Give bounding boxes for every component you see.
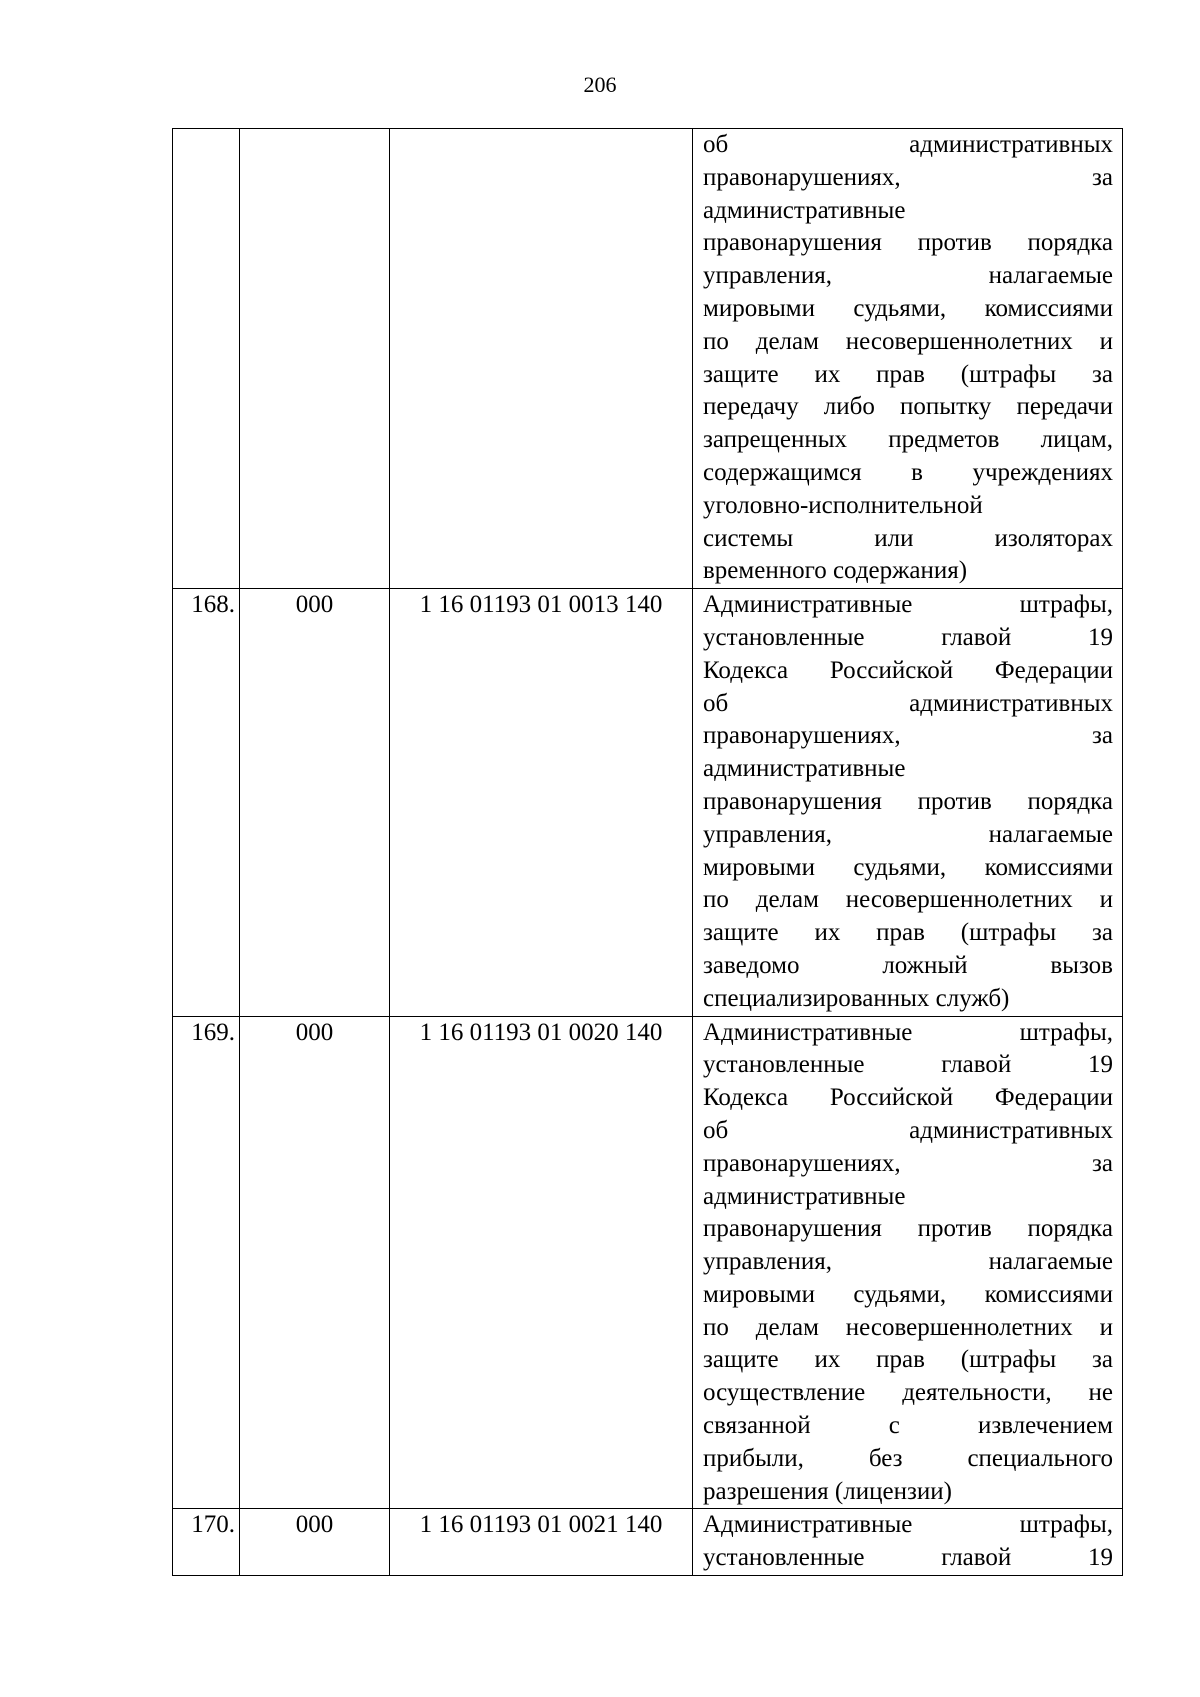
description-line: об административных — [703, 131, 1113, 158]
description-line: прибыли, без специального — [703, 1444, 1113, 1472]
description-line: разрешения (лицензии) — [703, 1477, 952, 1505]
description-line: Кодекса Российской Федерации — [703, 1084, 1113, 1112]
description-line: защите их прав (штрафы за — [703, 919, 1113, 947]
description-cell — [693, 1509, 1123, 1576]
description-line: связанной с извлечением — [703, 1412, 1113, 1440]
admin-code-cell: 000 — [240, 589, 390, 1016]
description-line: уголовно-исполнительной — [703, 491, 983, 519]
row-number-cell: 169. — [173, 1016, 240, 1509]
description-line: установленные главой 19 — [703, 1544, 1113, 1572]
description-line: Административные штрафы, — [703, 1018, 1113, 1046]
description-line: специализированных служб) — [703, 984, 1010, 1012]
description-line: правонарушения против порядка — [703, 1215, 1113, 1243]
description-line: административные — [703, 755, 906, 783]
budget-code-cell: 1 16 01193 01 0021 140 — [390, 1509, 693, 1576]
description-line: правонарушениях, за — [703, 1149, 1113, 1177]
budget-codes-table — [172, 128, 1123, 1576]
table-row — [173, 1509, 1123, 1576]
description-line: административные — [703, 1182, 906, 1210]
description-line: по делам несовершеннолетних и — [703, 886, 1113, 914]
description-line: защите их прав (штрафы за — [703, 1346, 1113, 1374]
description-cell — [693, 129, 1123, 589]
description-line: управления, налагаемые — [703, 820, 1113, 848]
description-line: защите их прав (штрафы за — [703, 360, 1113, 388]
description-line: запрещенных предметов лицам, — [703, 426, 1113, 454]
row-number-cell: 168. — [173, 589, 240, 1016]
table-row — [173, 589, 1123, 1016]
description-line: Кодекса Российской Федерации — [703, 656, 1113, 684]
description-cell — [693, 589, 1123, 1016]
page-number: 206 — [583, 72, 617, 97]
description-line: правонарушения против порядка — [703, 229, 1113, 257]
description-line: содержащимся в учреждениях — [703, 458, 1113, 486]
budget-code-cell — [390, 129, 693, 589]
description-line: мировыми судьями, комиссиями — [703, 853, 1113, 881]
admin-code-cell — [240, 129, 390, 589]
description-line: правонарушениях, за — [703, 163, 1113, 191]
description-line: управления, налагаемые — [703, 262, 1113, 290]
description-line: установленные главой 19 — [703, 1051, 1113, 1079]
description-line: Административные штрафы, — [703, 591, 1113, 619]
table-row — [173, 129, 1123, 589]
description-line: установленные главой 19 — [703, 623, 1113, 651]
description-line: мировыми судьями, комиссиями — [703, 294, 1113, 322]
description-line: системы или изоляторах — [703, 524, 1113, 552]
description-line: заведомо ложный вызов — [703, 951, 1113, 979]
table-body — [173, 129, 1123, 1576]
description-line: об административных — [703, 689, 1113, 717]
budget-code-cell: 1 16 01193 01 0013 140 — [390, 589, 693, 1016]
description-line: мировыми судьями, комиссиями — [703, 1280, 1113, 1308]
description-line: передачу либо попытку передачи — [703, 393, 1113, 421]
description-line: управления, налагаемые — [703, 1248, 1113, 1276]
description-cell — [693, 1016, 1123, 1509]
description-line: временного содержания) — [703, 557, 968, 585]
description-line: административные — [703, 196, 906, 224]
description-line: об административных — [703, 1116, 1113, 1144]
budget-code-cell: 1 16 01193 01 0020 140 — [390, 1016, 693, 1509]
description-line: по делам несовершеннолетних и — [703, 327, 1113, 355]
admin-code-cell: 000 — [240, 1509, 390, 1576]
description-line: правонарушениях, за — [703, 722, 1113, 750]
admin-code-cell: 000 — [240, 1016, 390, 1509]
table-row — [173, 1016, 1123, 1509]
row-number-cell — [173, 129, 240, 589]
description-line: по делам несовершеннолетних и — [703, 1313, 1113, 1341]
description-line: Административные штрафы, — [703, 1511, 1113, 1539]
row-number-cell: 170. — [173, 1509, 240, 1576]
description-line: осуществление деятельности, не — [703, 1379, 1113, 1407]
description-line: правонарушения против порядка — [703, 787, 1113, 815]
